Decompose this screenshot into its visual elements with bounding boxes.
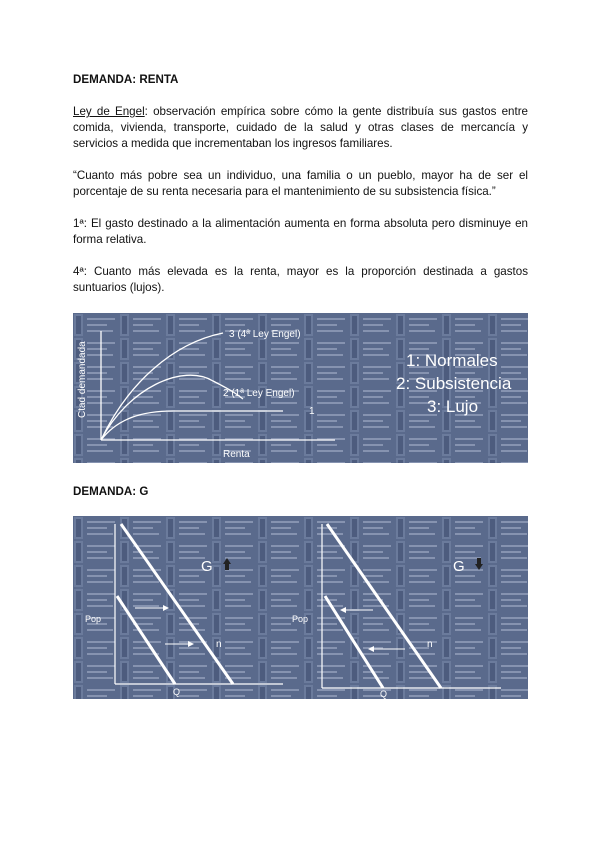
- engel-quote: “Cuanto más pobre sea un individuo, una familia o un pueblo, mayor ha de ser el porcentaje de su renta necesaria para el mantenimiento de su subsistencia física.”: [73, 169, 528, 198]
- right-y-label: Pop: [292, 614, 309, 624]
- demand-g-figure: [73, 516, 528, 699]
- left-y-label: Pop: [85, 614, 102, 624]
- right-n-label: n: [427, 639, 433, 650]
- engel-curves-svg: [73, 313, 528, 463]
- curve3-label: 3 (4ª Ley Engel): [229, 329, 301, 340]
- left-n-label: n: [216, 639, 222, 650]
- legend-subsistencia: 2: Subsistencia: [396, 374, 512, 393]
- curve2-label: 2 (1ª Ley Engel): [223, 388, 295, 399]
- right-x-label: Q: [380, 689, 388, 699]
- section-heading-g: DEMANDA: G: [73, 485, 149, 498]
- left-g-label: G: [201, 558, 213, 575]
- engel-curves-figure: [73, 313, 528, 463]
- left-x-label: Q: [173, 687, 181, 697]
- demand-g-svg: [73, 516, 528, 699]
- curve1-label: 1: [309, 406, 315, 417]
- engel-description: : observación empírica sobre cómo la gente distribuía sus gastos entre comida, vivienda, transporte, cuidado de la salud y otras clases de mercancía y servicios a medida que incrementaban los ingresos familiares.: [73, 105, 529, 150]
- engel-term: Ley de Engel: [73, 105, 145, 118]
- engel-law-1: 1ª: El gasto destinado a la alimentación aumenta en forma absoluta pero disminuye en forma relativa.: [73, 217, 528, 246]
- y-axis-label: Ctad demandada: [77, 341, 88, 418]
- engel-law-4: 4ª: Cuanto más elevada es la renta, mayor es la proporción destinada a gastos suntuarios (lujos).: [73, 265, 528, 294]
- x-axis-label: Renta: [223, 449, 250, 460]
- right-g-label: G: [453, 558, 465, 575]
- legend-lujo: 3: Lujo: [427, 397, 479, 416]
- legend-normales: 1: Normales: [406, 351, 498, 370]
- section-heading-renta: DEMANDA: RENTA: [73, 73, 179, 86]
- engel-paragraph: [73, 104, 528, 152]
